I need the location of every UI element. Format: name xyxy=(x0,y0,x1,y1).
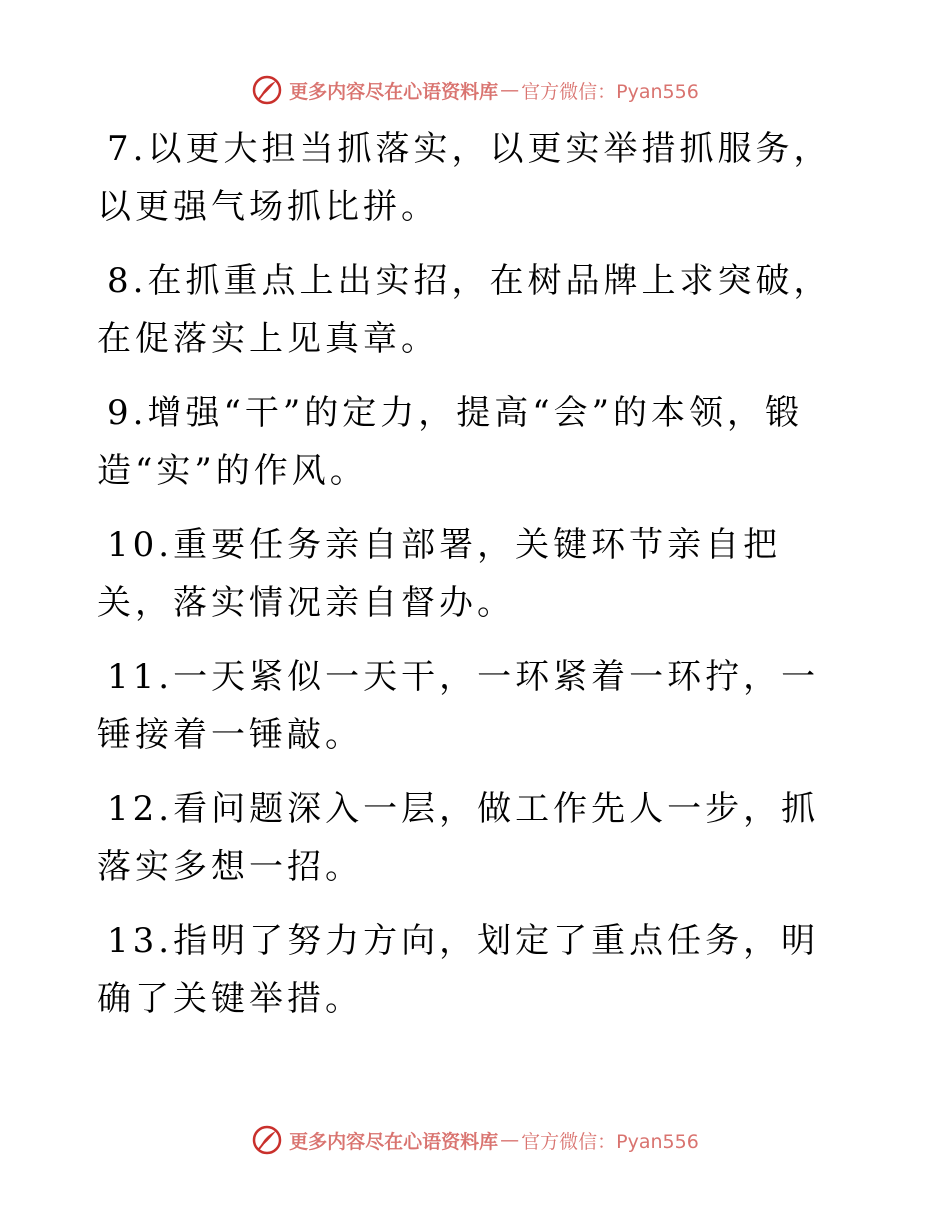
list-item: 11.一天紧似一天干，一环紧着一环拧，一锤接着一锤敲。 xyxy=(97,657,820,755)
list-item: 10.重要任务亲自部署，关键环节亲自把关，落实情况亲自督办。 xyxy=(97,525,782,623)
quill-circle-icon xyxy=(251,74,283,106)
watermark-site-text: 更多内容尽在心语资料库 xyxy=(289,1130,499,1153)
watermark-account-text: 官方微信：Pyan556 xyxy=(521,80,699,103)
list-item: 9.增强“干”的定力，提高“会”的本领，锻造“实”的作风。 xyxy=(97,393,803,491)
header-watermark xyxy=(0,70,950,110)
list-item: 13.指明了努力方向，划定了重点任务，明确了关键举措。 xyxy=(97,921,820,1019)
list-item: 7.以更大担当抓落实，以更实举措抓服务，以更强气场抓比拼。 xyxy=(97,129,832,227)
quill-circle-icon xyxy=(251,1124,283,1156)
document-body xyxy=(97,120,857,1044)
footer-watermark xyxy=(0,1120,950,1160)
watermark-separator: — xyxy=(500,1129,520,1151)
watermark-separator: — xyxy=(500,79,520,101)
watermark-site-text: 更多内容尽在心语资料库 xyxy=(289,80,499,103)
watermark-account-text: 官方微信：Pyan556 xyxy=(521,1130,699,1153)
list-item: 12.看问题深入一层，做工作先人一步，抓落实多想一招。 xyxy=(97,789,820,887)
list-item: 8.在抓重点上出实招，在树品牌上求突破，在促落实上见真章。 xyxy=(97,261,832,359)
